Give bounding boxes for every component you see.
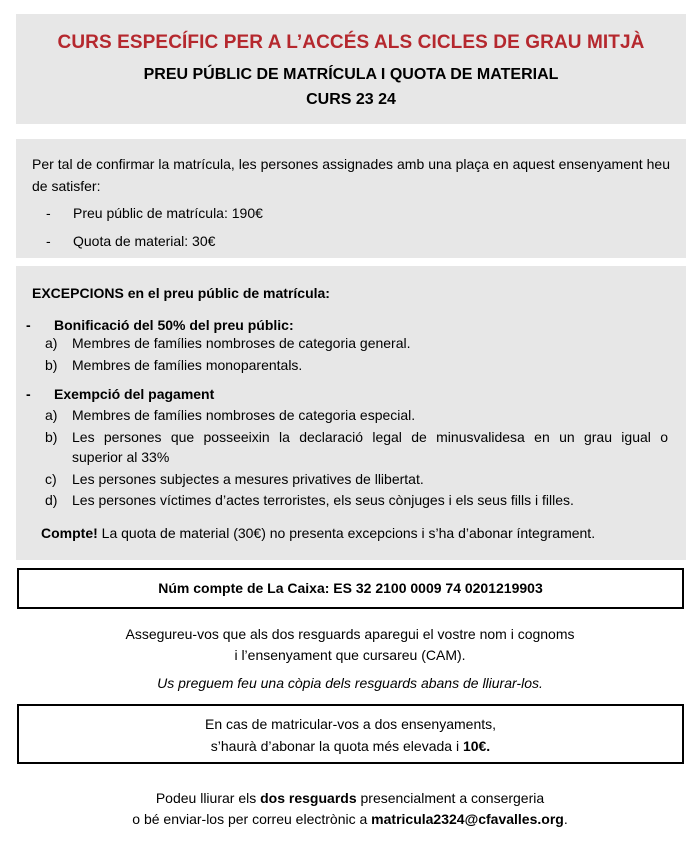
list-item: Les persones subjectes a mesures privatives de llibertat. [72, 471, 424, 487]
exceptions-heading: EXCEPCIONS en el preu públic de matrícula: [32, 285, 330, 301]
prices-panel [16, 139, 686, 258]
exceptions-panel [16, 266, 686, 560]
item-marker: b) [45, 357, 58, 373]
double-enrolment-line1: En cas de matricular-vos a dos ensenyaments, [204, 716, 497, 732]
material-note [41, 525, 595, 541]
list-item: Les persones víctimes d’actes terroristes, els seus cònjuges i els seus fills i filles. [72, 492, 574, 508]
price-item-text: Preu públic de matrícula: 190€ [73, 205, 263, 221]
delivery-line2 [0, 811, 700, 827]
group-title-bonus: Bonificació del 50% del preu públic: [54, 317, 294, 333]
receipts-emphasis: dos resguards [260, 790, 357, 806]
double-enrolment-box [17, 704, 684, 764]
group-title-exemption: Exempció del pagament [54, 386, 215, 402]
email-address: matricula2324@cfavalles.org [371, 811, 564, 827]
item-marker: b) [45, 429, 58, 445]
course-year: CURS 23 24 [306, 91, 396, 108]
header-panel [16, 14, 686, 124]
delivery-text: presencialment a consergeria [356, 790, 545, 806]
document-title: CURS ESPECÍFIC PER A L’ACCÉS ALS CICLES DE GRAU MITJÀ [57, 32, 645, 53]
list-item: Membres de famílies monoparentals. [72, 357, 303, 373]
list-item-line1: Les persones que posseeixin la declaració legal de minusvalidesa en un grau igual o [72, 429, 668, 445]
list-item: Membres de famílies nombroses de categoria general. [72, 335, 411, 351]
item-marker: d) [45, 492, 58, 508]
double-enrolment-line2 [19, 738, 682, 754]
note-text: La quota de material (30€) no presenta excepcions i s’ha d’abonar íntegrament. [97, 525, 596, 541]
document-subtitle: PREU PÚBLIC DE MATRÍCULA I QUOTA DE MATERIAL [143, 66, 559, 83]
list-dash: - [46, 233, 51, 249]
extra-fee: 10€. [462, 738, 491, 754]
double-enrolment-text: s’haurà d’abonar la quota més elevada i [210, 738, 463, 754]
item-marker: a) [45, 335, 58, 351]
group-dash: - [26, 317, 31, 333]
item-marker: c) [45, 471, 57, 487]
receipts-line2: i l’ensenyament que cursareu (CAM). [234, 647, 466, 663]
list-item-line2: superior al 33% [72, 449, 170, 465]
delivery-text: o bé enviar-los per correu electrònic a [132, 811, 372, 827]
delivery-line1 [0, 790, 700, 806]
note-label: Compte! [41, 525, 98, 541]
item-marker: a) [45, 407, 58, 423]
price-item [46, 233, 215, 249]
copy-note: Us preguem feu una còpia dels resguards abans de lliurar-los. [157, 675, 543, 691]
group-dash: - [26, 386, 31, 402]
receipts-line1: Assegureu-vos que als dos resguards aparegui el vostre nom i cognoms [125, 626, 575, 642]
bank-account-number: Núm compte de La Caixa: ES 32 2100 0009 74 0201219903 [158, 580, 543, 596]
bank-account-box [17, 568, 684, 609]
price-item [46, 205, 263, 221]
prices-intro: Per tal de confirmar la matrícula, les persones assignades amb una plaça en aquest ensenyament heu de satisfer: [32, 156, 670, 194]
delivery-text: . [563, 811, 568, 827]
list-item: Membres de famílies nombroses de categoria especial. [72, 407, 416, 423]
delivery-text: Podeu lliurar els [155, 790, 261, 806]
list-dash: - [46, 205, 51, 221]
price-item-text: Quota de material: 30€ [73, 233, 216, 249]
